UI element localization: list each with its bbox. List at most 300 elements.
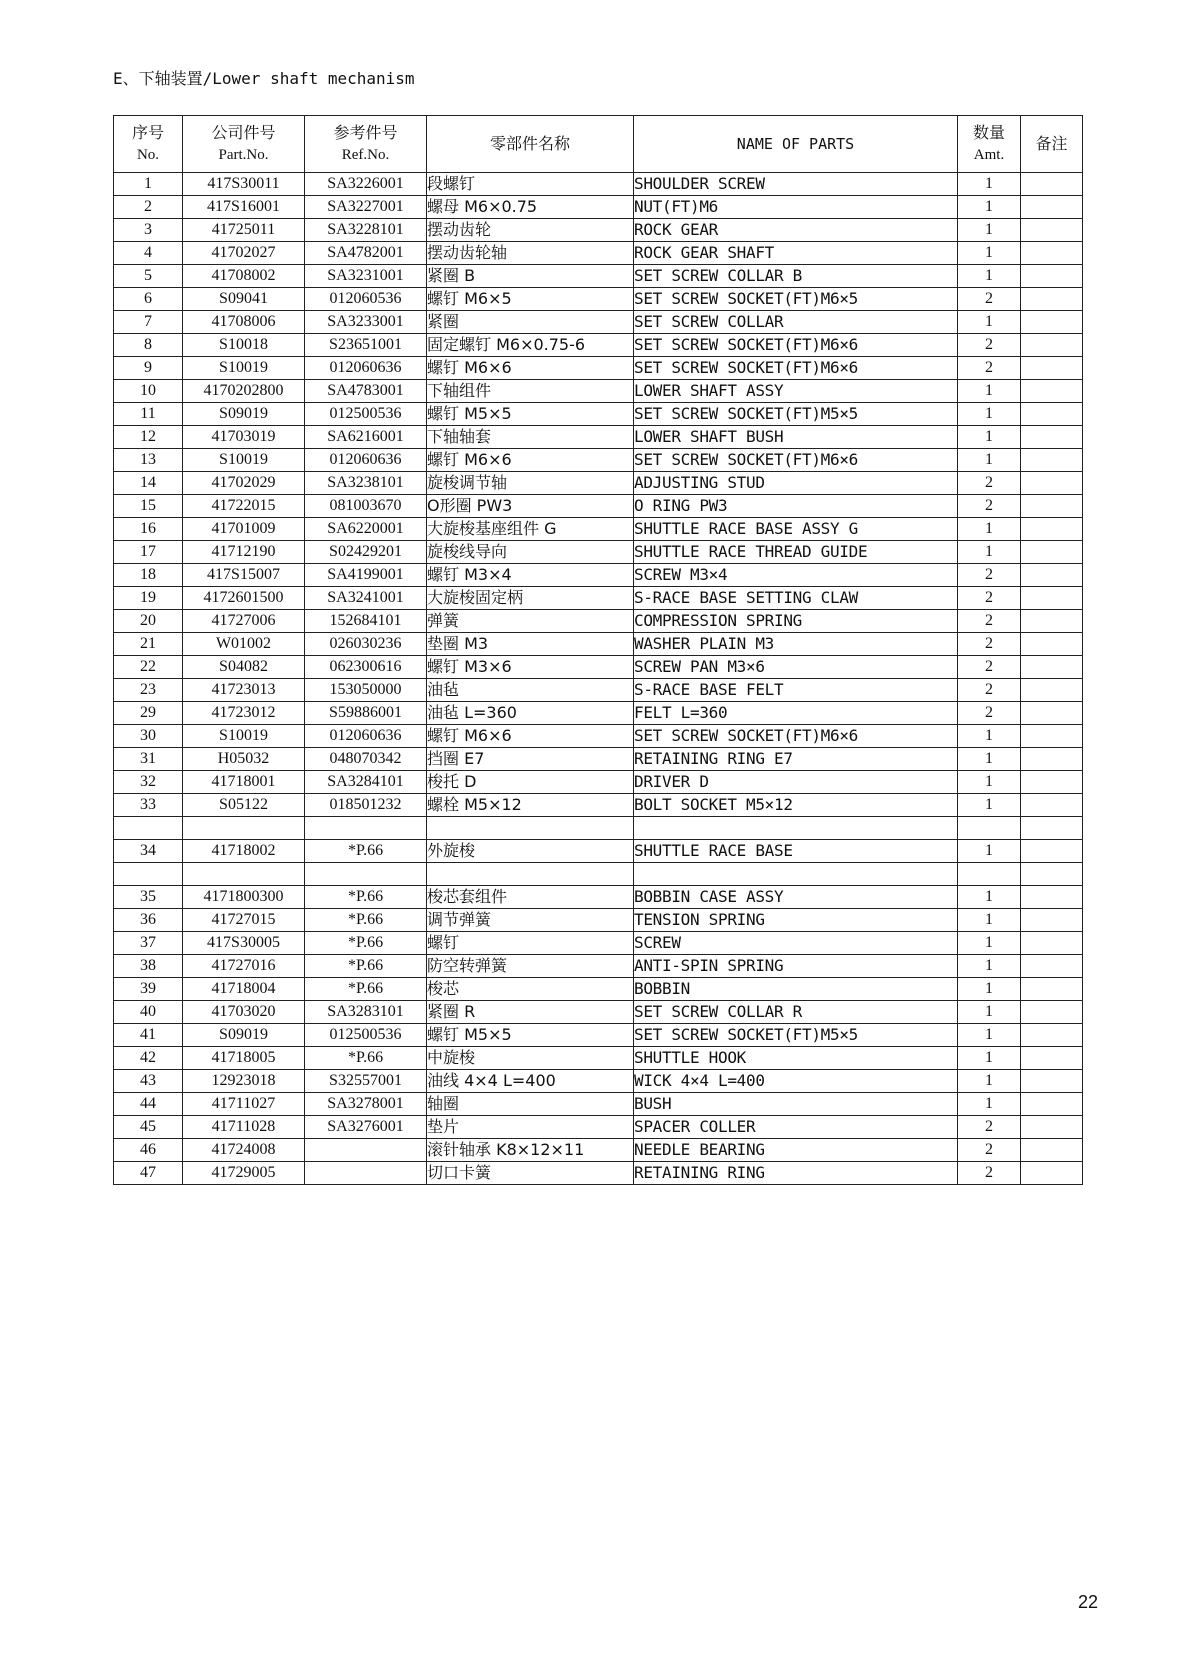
- cell-name-en: SHUTTLE RACE BASE: [634, 840, 958, 863]
- cell-name-zh: 油线 4×4 L=400: [427, 1070, 634, 1093]
- cell-name-zh: 垫片: [427, 1116, 634, 1139]
- cell-name-en: COMPRESSION SPRING: [634, 610, 958, 633]
- header-amt: 数量 Amt.: [958, 116, 1021, 173]
- table-row: [114, 725, 1083, 748]
- cell-name-en: SCREW M3×4: [634, 564, 958, 587]
- table-row: [114, 817, 1083, 840]
- cell-name-zh: [427, 817, 634, 840]
- table-row: [114, 265, 1083, 288]
- table-row: [114, 656, 1083, 679]
- cell-part-no: 41727006: [183, 610, 305, 633]
- cell-amt: 2: [958, 1116, 1021, 1139]
- cell-part-no: W01002: [183, 633, 305, 656]
- cell-ref-no: 012060536: [305, 288, 427, 311]
- cell-name-zh: 旋梭线导向: [427, 541, 634, 564]
- cell-no: 14: [114, 472, 183, 495]
- cell-name-en: RETAINING RING: [634, 1162, 958, 1185]
- cell-amt: 2: [958, 610, 1021, 633]
- table-row: [114, 702, 1083, 725]
- cell-no: 34: [114, 840, 183, 863]
- cell-part-no: 41723013: [183, 679, 305, 702]
- table-row: [114, 794, 1083, 817]
- table-row: [114, 242, 1083, 265]
- cell-ref-no: 012500536: [305, 403, 427, 426]
- table-row: [114, 771, 1083, 794]
- cell-remark: [1021, 748, 1083, 771]
- cell-ref-no: SA3276001: [305, 1116, 427, 1139]
- cell-part-no: 4172601500: [183, 587, 305, 610]
- cell-no: 41: [114, 1024, 183, 1047]
- cell-no: 19: [114, 587, 183, 610]
- cell-part-no: 41708002: [183, 265, 305, 288]
- cell-no: 42: [114, 1047, 183, 1070]
- cell-name-en: SHUTTLE HOOK: [634, 1047, 958, 1070]
- cell-amt: 1: [958, 748, 1021, 771]
- cell-amt: 1: [958, 219, 1021, 242]
- cell-no: 33: [114, 794, 183, 817]
- cell-name-en: SHOULDER SCREW: [634, 173, 958, 196]
- cell-part-no: 41702029: [183, 472, 305, 495]
- cell-name-en: SPACER COLLER: [634, 1116, 958, 1139]
- cell-part-no: 417S15007: [183, 564, 305, 587]
- cell-name-zh: 中旋梭: [427, 1047, 634, 1070]
- cell-no: 13: [114, 449, 183, 472]
- cell-remark: [1021, 886, 1083, 909]
- cell-remark: [1021, 702, 1083, 725]
- cell-ref-no: 152684101: [305, 610, 427, 633]
- cell-ref-no: [305, 817, 427, 840]
- cell-name-zh: 螺钉 M6×6: [427, 449, 634, 472]
- parts-table: [113, 115, 1083, 1185]
- cell-no: 16: [114, 518, 183, 541]
- cell-ref-no: 012060636: [305, 449, 427, 472]
- cell-amt: 1: [958, 1024, 1021, 1047]
- cell-name-zh: 螺钉 M6×6: [427, 357, 634, 380]
- cell-name-en: ANTI-SPIN SPRING: [634, 955, 958, 978]
- cell-no: 44: [114, 1093, 183, 1116]
- cell-remark: [1021, 978, 1083, 1001]
- cell-name-en: SET SCREW SOCKET(FT)M6×6: [634, 357, 958, 380]
- cell-name-en: SET SCREW SOCKET(FT)M5×5: [634, 1024, 958, 1047]
- table-row: [114, 311, 1083, 334]
- cell-name-en: NEEDLE BEARING: [634, 1139, 958, 1162]
- cell-name-zh: 油毡: [427, 679, 634, 702]
- cell-amt: 1: [958, 518, 1021, 541]
- table-row: [114, 1070, 1083, 1093]
- cell-ref-no: *P.66: [305, 840, 427, 863]
- cell-name-en: ROCK GEAR: [634, 219, 958, 242]
- cell-name-zh: O形圈 PW3: [427, 495, 634, 518]
- cell-part-no: 41703020: [183, 1001, 305, 1024]
- cell-name-zh: 防空转弹簧: [427, 955, 634, 978]
- cell-no: 37: [114, 932, 183, 955]
- table-row: [114, 679, 1083, 702]
- cell-remark: [1021, 909, 1083, 932]
- cell-name-zh: 螺钉 M5×5: [427, 403, 634, 426]
- cell-ref-no: [305, 1139, 427, 1162]
- cell-part-no: S05122: [183, 794, 305, 817]
- cell-ref-no: 012060636: [305, 357, 427, 380]
- cell-part-no: 41718002: [183, 840, 305, 863]
- cell-no: 10: [114, 380, 183, 403]
- cell-part-no: 41712190: [183, 541, 305, 564]
- table-row: [114, 495, 1083, 518]
- cell-amt: 1: [958, 426, 1021, 449]
- cell-name-zh: 螺钉 M6×6: [427, 725, 634, 748]
- cell-ref-no: 012500536: [305, 1024, 427, 1047]
- cell-part-no: 41724008: [183, 1139, 305, 1162]
- cell-amt: 1: [958, 403, 1021, 426]
- cell-remark: [1021, 1116, 1083, 1139]
- cell-part-no: 41711027: [183, 1093, 305, 1116]
- header-name-zh: 零部件名称: [427, 116, 634, 173]
- cell-part-no: S04082: [183, 656, 305, 679]
- cell-name-en: ROCK GEAR SHAFT: [634, 242, 958, 265]
- cell-remark: [1021, 196, 1083, 219]
- cell-remark: [1021, 955, 1083, 978]
- cell-no: 40: [114, 1001, 183, 1024]
- cell-amt: 1: [958, 1093, 1021, 1116]
- cell-remark: [1021, 449, 1083, 472]
- cell-name-zh: 调节弹簧: [427, 909, 634, 932]
- cell-remark: [1021, 863, 1083, 886]
- header-part-no: 公司件号 Part.No.: [183, 116, 305, 173]
- cell-amt: 1: [958, 909, 1021, 932]
- cell-amt: 2: [958, 357, 1021, 380]
- cell-no: 12: [114, 426, 183, 449]
- cell-name-zh: 摆动齿轮轴: [427, 242, 634, 265]
- cell-name-en: SCREW PAN M3×6: [634, 656, 958, 679]
- cell-no: 17: [114, 541, 183, 564]
- table-row: [114, 380, 1083, 403]
- cell-part-no: 41702027: [183, 242, 305, 265]
- table-row: [114, 886, 1083, 909]
- cell-ref-no: SA4782001: [305, 242, 427, 265]
- table-row: [114, 1001, 1083, 1024]
- cell-remark: [1021, 495, 1083, 518]
- cell-name-en: SET SCREW SOCKET(FT)M6×6: [634, 725, 958, 748]
- cell-ref-no: *P.66: [305, 1047, 427, 1070]
- table-row: [114, 748, 1083, 771]
- cell-name-zh: 切口卡簧: [427, 1162, 634, 1185]
- cell-ref-no: SA3226001: [305, 173, 427, 196]
- cell-remark: [1021, 633, 1083, 656]
- cell-remark: [1021, 679, 1083, 702]
- cell-part-no: S09019: [183, 403, 305, 426]
- cell-part-no: 41729005: [183, 1162, 305, 1185]
- cell-ref-no: *P.66: [305, 932, 427, 955]
- cell-amt: 2: [958, 1162, 1021, 1185]
- cell-name-en: BOBBIN: [634, 978, 958, 1001]
- cell-name-en: NUT(FT)M6: [634, 196, 958, 219]
- cell-part-no: 41711028: [183, 1116, 305, 1139]
- table-row: [114, 1024, 1083, 1047]
- cell-no: 8: [114, 334, 183, 357]
- cell-ref-no: SA3284101: [305, 771, 427, 794]
- cell-amt: 2: [958, 1139, 1021, 1162]
- cell-ref-no: S02429201: [305, 541, 427, 564]
- cell-name-en: LOWER SHAFT BUSH: [634, 426, 958, 449]
- cell-no: 46: [114, 1139, 183, 1162]
- table-row: [114, 932, 1083, 955]
- header-name-en: NAME OF PARTS: [634, 116, 958, 173]
- table-row: [114, 610, 1083, 633]
- cell-part-no: 41701009: [183, 518, 305, 541]
- cell-name-zh: 紧圈: [427, 311, 634, 334]
- cell-no: 5: [114, 265, 183, 288]
- cell-name-en: S-RACE BASE FELT: [634, 679, 958, 702]
- cell-amt: [958, 863, 1021, 886]
- cell-name-zh: 梭芯套组件: [427, 886, 634, 909]
- table-row: [114, 1162, 1083, 1185]
- cell-name-en: SET SCREW SOCKET(FT)M6×5: [634, 288, 958, 311]
- cell-part-no: [183, 817, 305, 840]
- cell-ref-no: S59886001: [305, 702, 427, 725]
- cell-amt: 2: [958, 702, 1021, 725]
- cell-ref-no: 153050000: [305, 679, 427, 702]
- header-no: 序号 No.: [114, 116, 183, 173]
- cell-amt: 2: [958, 679, 1021, 702]
- table-row: [114, 219, 1083, 242]
- cell-remark: [1021, 932, 1083, 955]
- cell-amt: 1: [958, 265, 1021, 288]
- cell-remark: [1021, 794, 1083, 817]
- cell-name-en: SET SCREW SOCKET(FT)M6×6: [634, 449, 958, 472]
- cell-ref-no: *P.66: [305, 978, 427, 1001]
- cell-name-zh: 段螺钉: [427, 173, 634, 196]
- cell-name-en: SCREW: [634, 932, 958, 955]
- cell-name-zh: 滚针轴承 K8×12×11: [427, 1139, 634, 1162]
- cell-amt: 1: [958, 1047, 1021, 1070]
- cell-ref-no: SA3227001: [305, 196, 427, 219]
- cell-amt: 2: [958, 495, 1021, 518]
- cell-no: 31: [114, 748, 183, 771]
- cell-remark: [1021, 380, 1083, 403]
- cell-part-no: 41703019: [183, 426, 305, 449]
- cell-remark: [1021, 541, 1083, 564]
- cell-ref-no: SA6220001: [305, 518, 427, 541]
- cell-remark: [1021, 518, 1083, 541]
- cell-amt: 1: [958, 840, 1021, 863]
- table-row: [114, 1116, 1083, 1139]
- cell-name-zh: 挡圈 E7: [427, 748, 634, 771]
- cell-amt: 1: [958, 932, 1021, 955]
- cell-part-no: 41727016: [183, 955, 305, 978]
- cell-part-no: 417S30011: [183, 173, 305, 196]
- cell-amt: 1: [958, 794, 1021, 817]
- cell-remark: [1021, 564, 1083, 587]
- header-remark: 备注: [1021, 116, 1083, 173]
- cell-no: 39: [114, 978, 183, 1001]
- cell-no: 22: [114, 656, 183, 679]
- cell-ref-no: SA4783001: [305, 380, 427, 403]
- cell-name-zh: 大旋梭固定柄: [427, 587, 634, 610]
- cell-ref-no: SA3231001: [305, 265, 427, 288]
- cell-amt: 1: [958, 173, 1021, 196]
- cell-amt: 1: [958, 725, 1021, 748]
- cell-ref-no: SA3241001: [305, 587, 427, 610]
- table-row: [114, 955, 1083, 978]
- cell-name-en: WASHER PLAIN M3: [634, 633, 958, 656]
- table-row: [114, 449, 1083, 472]
- cell-ref-no: SA4199001: [305, 564, 427, 587]
- table-row: [114, 1093, 1083, 1116]
- cell-remark: [1021, 817, 1083, 840]
- cell-no: 35: [114, 886, 183, 909]
- cell-remark: [1021, 656, 1083, 679]
- cell-name-en: BUSH: [634, 1093, 958, 1116]
- cell-name-en: RETAINING RING E7: [634, 748, 958, 771]
- cell-name-zh: 摆动齿轮: [427, 219, 634, 242]
- cell-remark: [1021, 771, 1083, 794]
- cell-no: 3: [114, 219, 183, 242]
- section-title: E、下轴装置/Lower shaft mechanism: [113, 69, 415, 88]
- cell-name-en: TENSION SPRING: [634, 909, 958, 932]
- cell-part-no: S10019: [183, 449, 305, 472]
- cell-remark: [1021, 610, 1083, 633]
- cell-name-en: SET SCREW SOCKET(FT)M6×6: [634, 334, 958, 357]
- cell-name-zh: 下轴组件: [427, 380, 634, 403]
- cell-no: 36: [114, 909, 183, 932]
- cell-ref-no: SA3283101: [305, 1001, 427, 1024]
- cell-part-no: 4170202800: [183, 380, 305, 403]
- cell-remark: [1021, 1139, 1083, 1162]
- cell-remark: [1021, 334, 1083, 357]
- cell-name-zh: 螺钉 M3×4: [427, 564, 634, 587]
- cell-name-zh: 螺钉: [427, 932, 634, 955]
- table-row: [114, 1047, 1083, 1070]
- cell-name-en: DRIVER D: [634, 771, 958, 794]
- table-row: [114, 403, 1083, 426]
- cell-name-zh: 轴圈: [427, 1093, 634, 1116]
- cell-name-zh: 螺钉 M5×5: [427, 1024, 634, 1047]
- table-row: [114, 909, 1083, 932]
- cell-remark: [1021, 242, 1083, 265]
- table-row: [114, 1139, 1083, 1162]
- table-row: [114, 633, 1083, 656]
- cell-remark: [1021, 1162, 1083, 1185]
- table-row: [114, 564, 1083, 587]
- cell-part-no: 4171800300: [183, 886, 305, 909]
- cell-remark: [1021, 288, 1083, 311]
- cell-part-no: 41718004: [183, 978, 305, 1001]
- cell-amt: 1: [958, 380, 1021, 403]
- cell-name-zh: 大旋梭基座组件 G: [427, 518, 634, 541]
- cell-remark: [1021, 840, 1083, 863]
- cell-ref-no: 048070342: [305, 748, 427, 771]
- cell-ref-no: SA3228101: [305, 219, 427, 242]
- cell-name-en: WICK 4×4 L=400: [634, 1070, 958, 1093]
- cell-ref-no: 062300616: [305, 656, 427, 679]
- cell-no: 21: [114, 633, 183, 656]
- cell-remark: [1021, 357, 1083, 380]
- cell-ref-no: SA3238101: [305, 472, 427, 495]
- cell-amt: 2: [958, 656, 1021, 679]
- cell-name-zh: [427, 863, 634, 886]
- cell-part-no: 41718005: [183, 1047, 305, 1070]
- cell-ref-no: 018501232: [305, 794, 427, 817]
- cell-part-no: 417S30005: [183, 932, 305, 955]
- cell-amt: 1: [958, 311, 1021, 334]
- cell-part-no: 41727015: [183, 909, 305, 932]
- cell-name-zh: 外旋梭: [427, 840, 634, 863]
- cell-amt: 2: [958, 472, 1021, 495]
- cell-part-no: 41718001: [183, 771, 305, 794]
- cell-ref-no: [305, 863, 427, 886]
- cell-ref-no: 081003670: [305, 495, 427, 518]
- cell-ref-no: 012060636: [305, 725, 427, 748]
- cell-no: 47: [114, 1162, 183, 1185]
- cell-remark: [1021, 219, 1083, 242]
- cell-no: 23: [114, 679, 183, 702]
- cell-name-zh: 紧圈 B: [427, 265, 634, 288]
- cell-amt: 1: [958, 978, 1021, 1001]
- cell-name-en: SET SCREW COLLAR R: [634, 1001, 958, 1024]
- cell-remark: [1021, 472, 1083, 495]
- cell-ref-no: SA3233001: [305, 311, 427, 334]
- table-row: [114, 472, 1083, 495]
- cell-no: 4: [114, 242, 183, 265]
- cell-amt: 2: [958, 587, 1021, 610]
- cell-amt: 1: [958, 1070, 1021, 1093]
- cell-name-en: BOBBIN CASE ASSY: [634, 886, 958, 909]
- cell-ref-no: S32557001: [305, 1070, 427, 1093]
- cell-no: [114, 817, 183, 840]
- cell-name-zh: 螺栓 M5×12: [427, 794, 634, 817]
- cell-ref-no: *P.66: [305, 909, 427, 932]
- cell-part-no: 41722015: [183, 495, 305, 518]
- cell-name-en: O RING PW3: [634, 495, 958, 518]
- table-row: [114, 288, 1083, 311]
- cell-ref-no: *P.66: [305, 955, 427, 978]
- cell-part-no: H05032: [183, 748, 305, 771]
- cell-remark: [1021, 725, 1083, 748]
- cell-no: 43: [114, 1070, 183, 1093]
- cell-name-en: LOWER SHAFT ASSY: [634, 380, 958, 403]
- cell-name-en: SET SCREW COLLAR: [634, 311, 958, 334]
- table-row: [114, 541, 1083, 564]
- cell-no: 1: [114, 173, 183, 196]
- cell-part-no: 41725011: [183, 219, 305, 242]
- cell-name-en: [634, 863, 958, 886]
- table-row: [114, 518, 1083, 541]
- table-row: [114, 587, 1083, 610]
- cell-remark: [1021, 1024, 1083, 1047]
- cell-no: 30: [114, 725, 183, 748]
- cell-part-no: 417S16001: [183, 196, 305, 219]
- cell-no: 11: [114, 403, 183, 426]
- cell-part-no: S10018: [183, 334, 305, 357]
- cell-name-en: [634, 817, 958, 840]
- cell-name-en: SET SCREW SOCKET(FT)M5×5: [634, 403, 958, 426]
- cell-name-zh: 垫圈 M3: [427, 633, 634, 656]
- cell-remark: [1021, 265, 1083, 288]
- table-row: [114, 357, 1083, 380]
- cell-name-zh: 固定螺钉 M6×0.75-6: [427, 334, 634, 357]
- cell-amt: 1: [958, 771, 1021, 794]
- table-row: [114, 334, 1083, 357]
- cell-name-zh: 油毡 L=360: [427, 702, 634, 725]
- cell-amt: 1: [958, 449, 1021, 472]
- cell-amt: 1: [958, 955, 1021, 978]
- cell-remark: [1021, 1070, 1083, 1093]
- table-header-row: [114, 116, 1083, 173]
- cell-name-en: BOLT SOCKET M5×12: [634, 794, 958, 817]
- cell-name-zh: 螺钉 M3×6: [427, 656, 634, 679]
- cell-name-en: SET SCREW COLLAR B: [634, 265, 958, 288]
- cell-no: 38: [114, 955, 183, 978]
- cell-no: 9: [114, 357, 183, 380]
